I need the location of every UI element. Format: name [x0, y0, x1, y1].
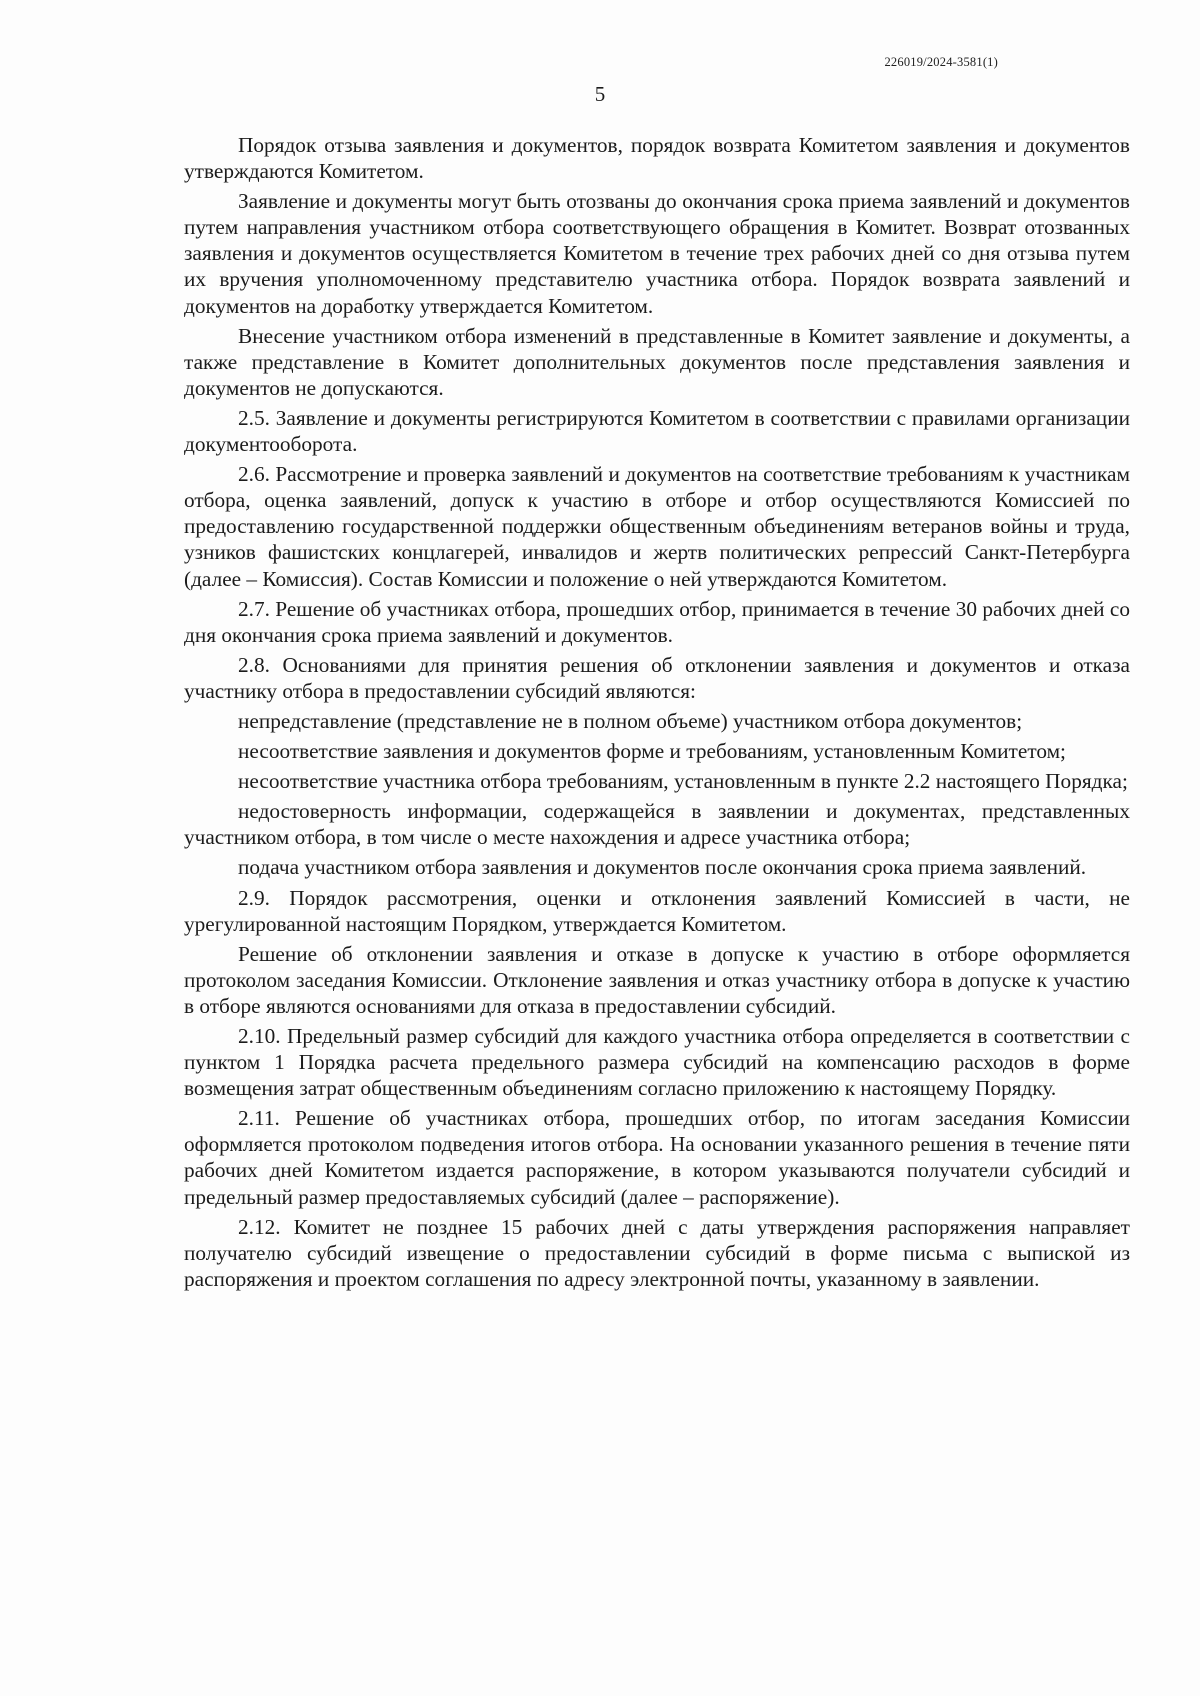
paragraph-2-10: 2.10. Предельный размер субсидий для каждого участника отбора определяется в соответствии с пунктом 1 Порядка расчета предельного размера субсидий на компенсацию расходов в форме возмещения затрат общественным объединениям согласно приложению к настоящему Порядку. [184, 1024, 1130, 1101]
list-item-requirements-mismatch: несоответствие участника отбора требованиям, установленным в пункте 2.2 настоящего Порядка; [238, 769, 1128, 794]
paragraph-2-7: 2.7. Решение об участниках отбора, прошедших отбор, принимается в течение 30 рабочих дней со дня окончания срока приема заявлений и документов. [184, 596, 1130, 647]
paragraph-no-changes: Внесение участником отбора изменений в представленные в Комитет заявление и документы, а также представление в Комитет дополнительных документов после представления заявления и документов не допускаются. [184, 323, 1130, 400]
paragraph-withdrawal-procedure: Порядок отзыва заявления и документов, порядок возврата Комитетом заявления и документов утверждаются Комитетом. [184, 133, 1130, 184]
paragraph-withdrawal-terms: Заявление и документы могут быть отозваны до окончания срока приема заявлений и документов путем направления участником отбора соответствующего обращения в Комитет. Возврат отозванных заявления и документов осуществляется Комитетом в течение трех рабочих дней со дня отзыва путем их вручения уполномоченному представителю участника отбора. Порядок возврата заявлений и документов на доработку утверждается Комитетом. [184, 189, 1130, 318]
paragraph-2-12: 2.12. Комитет не позднее 15 рабочих дней с даты утверждения распоряжения направляет получателю субсидий извещение о предоставлении субсидий в форме письма с выпиской из распоряжения и проектом соглашения по адресу электронной почты, указанному в заявлении. [184, 1214, 1130, 1291]
document-body [184, 132, 1130, 1292]
paragraph-2-9: 2.9. Порядок рассмотрения, оценки и отклонения заявлений Комиссией в части, не урегулированной настоящим Порядком, утверждается Комитетом. [184, 885, 1130, 936]
paragraph-2-6: 2.6. Рассмотрение и проверка заявлений и документов на соответствие требованиям к участникам отбора, оценка заявлений, допуск к участию в отборе и отбор осуществляются Комиссией по предоставлению государственной поддержки общественным объединениям ветеранов войны и труда, узников фашистских концлагерей, инвалидов и жертв политических репрессий Санкт-Петербурга (далее – Комиссия). Состав Комиссии и положение о ней утверждаются Комитетом. [184, 462, 1130, 591]
paragraph-2-11: 2.11. Решение об участниках отбора, прошедших отбор, по итогам заседания Комиссии оформляется протоколом подведения итогов отбора. На основании указанного решения в течение пяти рабочих дней Комитетом издается распоряжение, в котором указываются получатели субсидий и предельный размер предоставляемых субсидий (далее – распоряжение). [184, 1106, 1130, 1209]
list-item-false-information: недостоверность информации, содержащейся в заявлении и документах, представленных участником отбора, в том числе о месте нахождения и адресе участника отбора; [184, 799, 1130, 850]
list-item-form-mismatch: несоответствие заявления и документов форме и требованиям, установленным Комитетом; [238, 739, 1066, 764]
paragraph-2-5: 2.5. Заявление и документы регистрируются Комитетом в соответствии с правилами организации документооборота. [184, 405, 1130, 457]
paragraph-2-8: 2.8. Основаниями для принятия решения об отклонении заявления и документов и отказа участнику отбора в предоставлении субсидий являются: [184, 652, 1130, 703]
list-item-non-submission: непредставление (представление не в полном объеме) участником отбора документов; [238, 708, 1023, 733]
paragraph-rejection-protocol: Решение об отклонении заявления и отказе в допуске к участию в отборе оформляется протоколом заседания Комиссии. Отклонение заявления и отказ участнику отбора в допуске к участию в отборе являются основаниями для отказа в предоставлении субсидий. [184, 941, 1130, 1018]
list-item-late-submission: подача участником отбора заявления и документов после окончания срока приема заявлений. [238, 855, 1087, 880]
document-registration-number: 226019/2024-3581(1) [884, 55, 998, 69]
page-number: 5 [594, 82, 606, 106]
